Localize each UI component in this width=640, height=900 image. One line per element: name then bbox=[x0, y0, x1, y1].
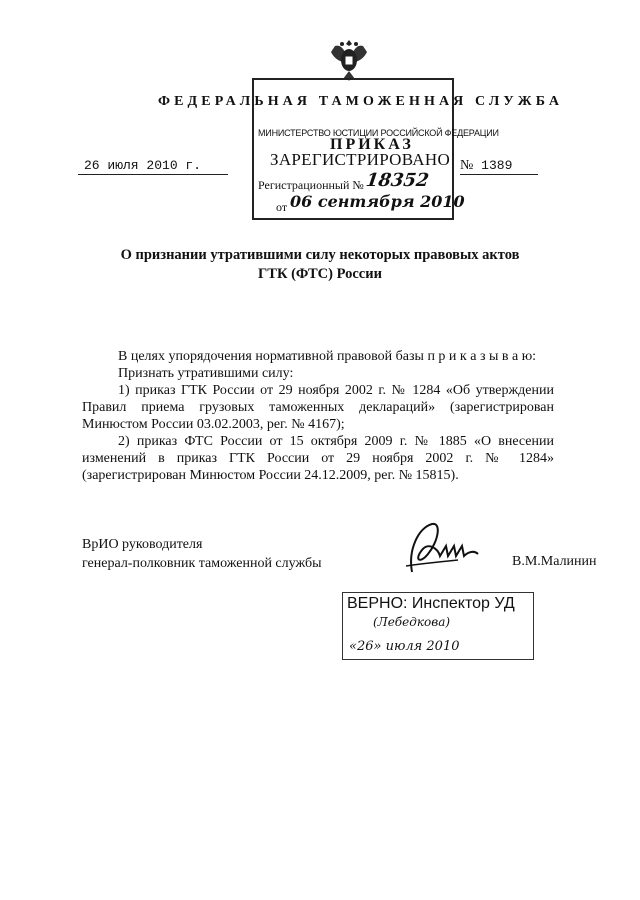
emblem-eagle-icon bbox=[327, 36, 371, 84]
stamp-reg-label: Регистрационный № bbox=[258, 178, 364, 192]
number-label: № bbox=[460, 158, 474, 173]
verification-line-3: «26» июля 2010 bbox=[349, 639, 460, 654]
body-intro: В целях упорядочения нормативной правовой базы п р и к а з ы в а ю: bbox=[118, 349, 537, 364]
handwritten-signature bbox=[398, 520, 488, 580]
stamp-reg-number: 18352 bbox=[364, 170, 431, 191]
body-recognize: Признать утратившими силу: bbox=[118, 366, 294, 381]
verification-stamp bbox=[342, 592, 534, 660]
doc-type: ПРИКАЗ bbox=[330, 136, 414, 153]
stamp-org: МИНИСТЕРСТВО ЮСТИЦИИ РОССИЙСКОЙ ФЕДЕРАЦИИ bbox=[258, 128, 499, 138]
order-date: 26 июля 2010 г. bbox=[78, 158, 228, 175]
order-number bbox=[460, 158, 538, 175]
title-line-2: ГТК (ФТС) России bbox=[258, 266, 382, 282]
stamp-from-label: от bbox=[276, 200, 288, 214]
agency-name: ФЕДЕРАЛЬНАЯ ТАМОЖЕННАЯ СЛУЖБА bbox=[158, 94, 564, 109]
verification-line-2: (Лебедкова) bbox=[373, 615, 451, 629]
number-value: 1389 bbox=[481, 158, 513, 173]
body-item-2: 2) приказ ФТС России от 15 октября 2009 г. № 1885 «О внесении изменений в приказ ГТК России от 29 ноября 2002 г. № 1284» (зарегистрирован Минюстом России 24.12.2009, рег. № 15815). bbox=[82, 434, 554, 483]
stamp-status: ЗАРЕГИСТРИРОВАНО bbox=[270, 150, 451, 169]
stamp-from-date: 06 сентября 2010 bbox=[290, 192, 465, 211]
verification-line-1: ВЕРНО: Инспектор УД bbox=[347, 595, 515, 612]
title-line-1: О признании утратившими силу некоторых правовых актов bbox=[120, 247, 520, 263]
signer-position-1: ВрИО руководителя bbox=[82, 537, 203, 552]
signer-name: В.М.Малинин bbox=[512, 554, 597, 569]
signer-position-2: генерал-полковник таможенной службы bbox=[82, 556, 322, 571]
body-item-1: 1) приказ ГТК России от 29 ноября 2002 г. № 1284 «Об утверждении Правил приема грузовых таможенных деклараций» (зарегистрирован Минюстом России 03.02.2003, рег. № 4167); bbox=[82, 383, 554, 432]
